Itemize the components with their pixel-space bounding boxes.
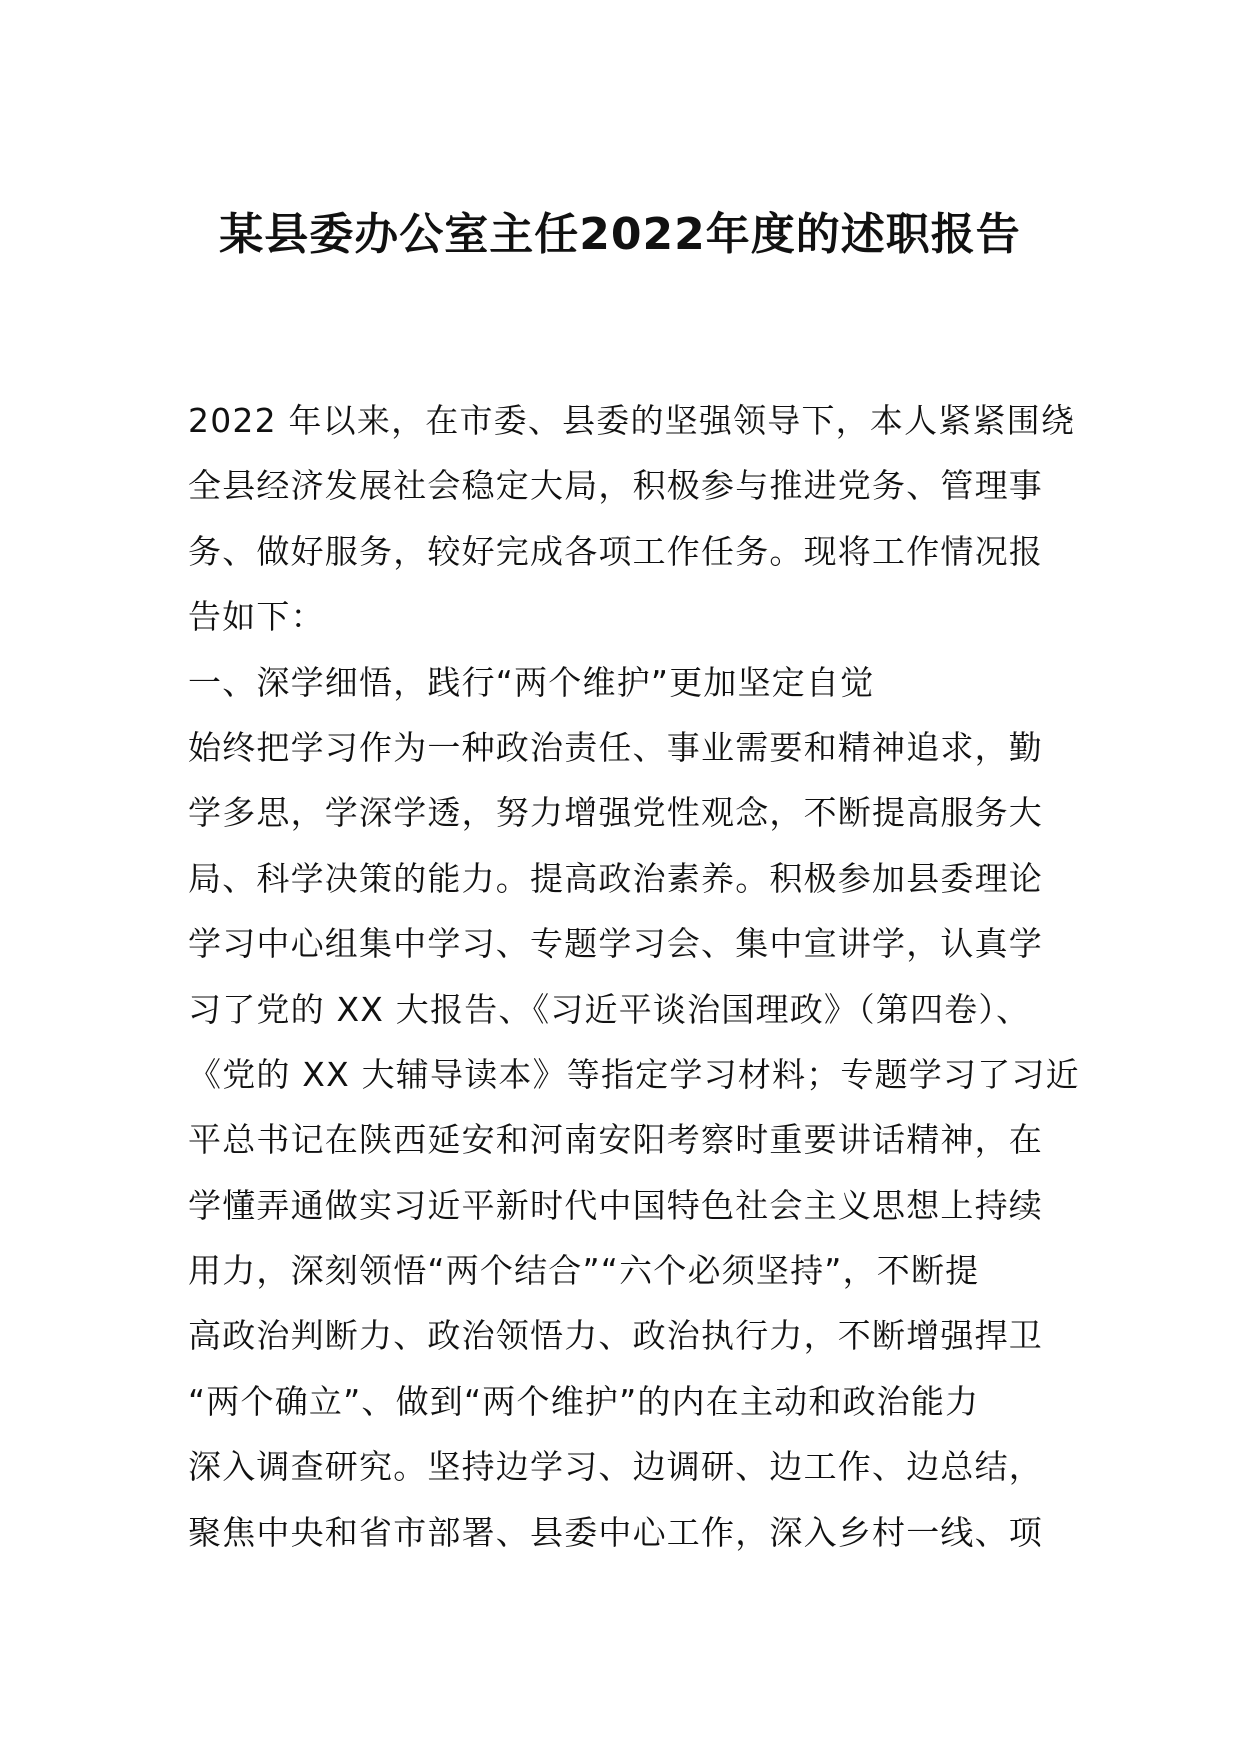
body-line: 始终把学习作为一种政治责任、事业需要和精神追求，勤 bbox=[188, 727, 1043, 767]
body-line: 高政治判断力、政治领悟力、政治执行力，不断增强捍卫 bbox=[188, 1316, 1043, 1356]
body-line: 告如下： bbox=[188, 597, 325, 637]
body-line: 聚焦中央和省市部署、县委中心工作，深入乡村一线、项 bbox=[188, 1512, 1043, 1552]
body-line: 学习中心组集中学习、专题学习会、集中宣讲学，认真学 bbox=[188, 924, 1043, 964]
body-line: 2022 年以来，在市委、县委的坚强领导下，本人紧紧围绕 bbox=[188, 401, 1076, 440]
body-line: 局、科学决策的能力。提高政治素养。积极参加县委理论 bbox=[188, 858, 1043, 898]
body-line: 学多思，学深学透，努力增强党性观念，不断提高服务大 bbox=[188, 793, 1043, 833]
body-line: 学懂弄通做实习近平新时代中国特色社会主义思想上持续 bbox=[188, 1185, 1043, 1225]
document-body bbox=[188, 388, 1080, 1565]
section-heading: 一、深学细悟，践行“两个维护”更加坚定自觉 bbox=[188, 662, 875, 702]
body-line: 平总书记在陕西延安和河南安阳考察时重要讲话精神，在 bbox=[188, 1120, 1043, 1160]
body-line: “两个确立”、做到“两个维护”的内在主动和政治能力 bbox=[188, 1381, 980, 1421]
body-line: 《党的 XX 大辅导读本》等指定学习材料；专题学习了习近 bbox=[188, 1054, 1080, 1094]
body-line: 深入调查研究。坚持边学习、边调研、边工作、边总结， bbox=[188, 1447, 1043, 1487]
body-line: 务、做好服务，较好完成各项工作任务。现将工作情况报 bbox=[188, 531, 1043, 571]
body-line: 全县经济发展社会稳定大局，积极参与推进党务、管理事 bbox=[188, 466, 1043, 506]
body-line: 用力，深刻领悟“两个结合”“六个必须坚持”，不断提 bbox=[188, 1251, 980, 1291]
document-title: 某县委办公室主任2022年度的述职报告 bbox=[219, 209, 1021, 260]
body-line: 习了党的 XX 大报告、《习近平谈治国理政》（第四卷）、 bbox=[188, 989, 1031, 1029]
